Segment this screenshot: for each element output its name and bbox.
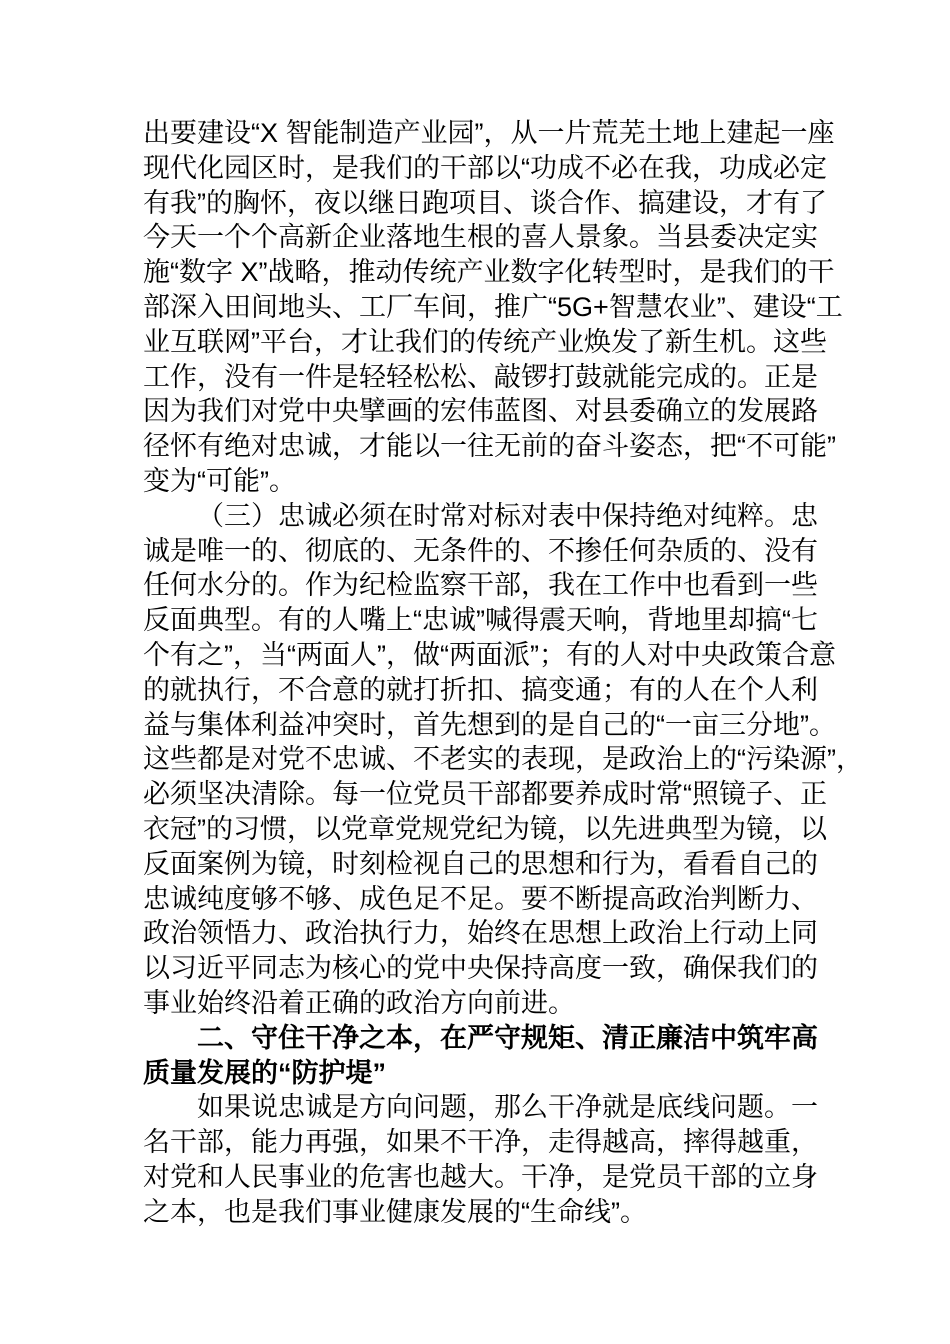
text-line: 必须坚决清除。每一位党员干部都要养成时常“照镜子、正 xyxy=(143,779,827,810)
text-line: 径怀有绝对忠诚，才能以一往无前的奋斗姿态，把“不可能” xyxy=(143,431,836,462)
text-line: 今天一个个高新企业落地生根的喜人景象。当县委决定实 xyxy=(143,222,818,253)
text-line: 任何水分的。作为纪检监察干部，我在工作中也看到一些 xyxy=(143,570,818,601)
text-line: 忠诚纯度够不够、成色足不足。要不断提高政治判断力、 xyxy=(143,883,818,914)
text-line: 因为我们对党中央擘画的宏伟蓝图、对县委确立的发展路 xyxy=(143,396,818,427)
text-line: 的就执行，不合意的就打折扣、搞变通；有的人在个人利 xyxy=(143,674,818,705)
text-line: 现代化园区时，是我们的干部以“功成不必在我，功成必定 xyxy=(143,152,827,183)
paragraph xyxy=(143,1090,818,1229)
text-line: 如果说忠诚是方向问题，那么干净就是底线问题。一 xyxy=(197,1092,818,1123)
section-heading xyxy=(143,1021,818,1091)
paragraph xyxy=(143,499,863,1021)
document-page xyxy=(143,116,863,1230)
text-line: 反面案例为镜，时刻检视自己的思想和行为，看看自己的 xyxy=(143,848,818,879)
text-line: 二、守住干净之本，在严守规矩、清正廉洁中筑牢高 xyxy=(197,1022,818,1053)
text-line: 工作，没有一件是轻轻松松、敲锣打鼓就能完成的。正是 xyxy=(143,361,818,392)
text-line: 质量发展的“防护堤” xyxy=(143,1057,386,1088)
text-line: 衣冠”的习惯，以党章党规党纪为镜，以先进典型为镜，以 xyxy=(143,813,827,844)
text-line: 事业始终沿着正确的政治方向前进。 xyxy=(143,987,575,1018)
text-line: 部深入田间地头、工厂车间，推广“5G+智慧农业”、建设“工 xyxy=(143,291,843,322)
text-line: 这些都是对党不忠诚、不老实的表现，是政治上的“污染源”， xyxy=(143,744,863,775)
text-line: 名干部，能力再强，如果不干净，走得越高，摔得越重， xyxy=(143,1127,818,1158)
text-line: 出要建设“X 智能制造产业园”，从一片荒芜土地上建起一座 xyxy=(143,118,835,148)
text-line: 变为“可能”。 xyxy=(143,465,296,496)
text-line: 施“数字 X”战略，推动传统产业数字化转型时，是我们的干 xyxy=(143,257,835,288)
text-line: 诚是唯一的、彻底的、无条件的、不掺任何杂质的、没有 xyxy=(143,535,818,566)
text-line: （三）忠诚必须在时常对标对表中保持绝对纯粹。忠 xyxy=(197,500,818,531)
text-line: 之本，也是我们事业健康发展的“生命线”。 xyxy=(143,1196,647,1227)
text-line: 政治领悟力、政治执行力，始终在思想上政治上行动上同 xyxy=(143,918,818,949)
paragraph xyxy=(143,116,843,499)
text-line: 业互联网”平台，才让我们的传统产业焕发了新生机。这些 xyxy=(143,326,827,357)
text-line: 反面典型。有的人嘴上“忠诚”喊得震天响，背地里却搞“七 xyxy=(143,605,818,636)
text-line: 对党和人民事业的危害也越大。干净，是党员干部的立身 xyxy=(143,1161,818,1192)
text-line: 以习近平同志为核心的党中央保持高度一致，确保我们的 xyxy=(143,953,818,984)
text-line: 有我”的胸怀，夜以继日跑项目、谈合作、搞建设，才有了 xyxy=(143,187,827,218)
text-line: 个有之”，当“两面人”，做“两面派”；有的人对中央政策合意 xyxy=(143,639,836,670)
text-line: 益与集体利益冲突时，首先想到的是自己的“一亩三分地”。 xyxy=(143,709,836,740)
